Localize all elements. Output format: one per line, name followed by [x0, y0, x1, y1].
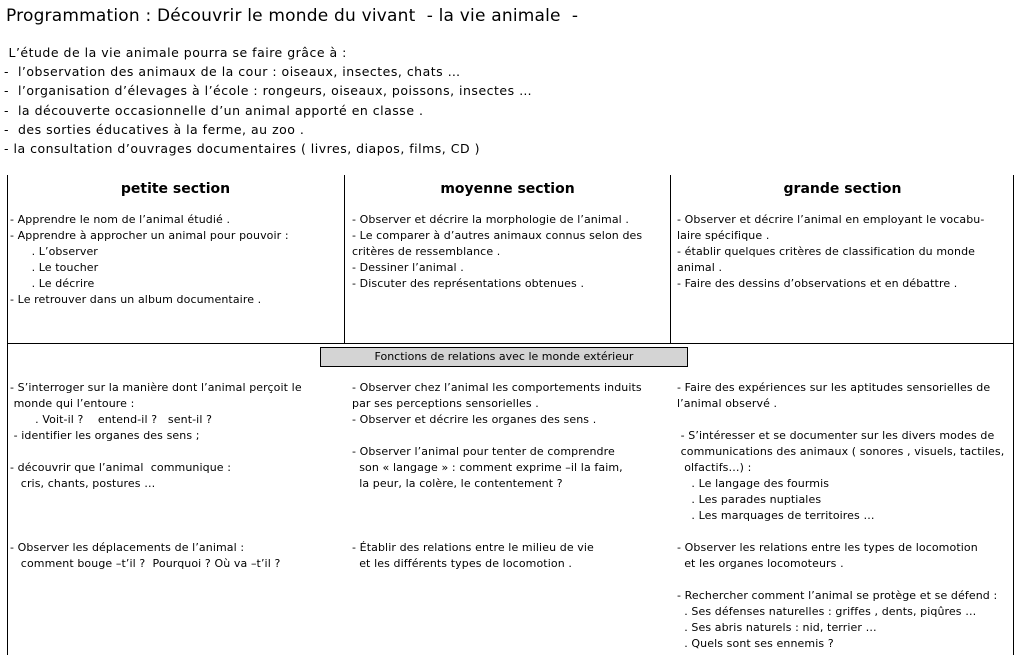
cell-line: la peur, la colère, le contentement ? [352, 477, 563, 490]
cell-line: . Quels sont ses ennemis ? [677, 637, 834, 650]
spacer [10, 444, 302, 460]
spacer [677, 572, 1004, 588]
table-border-left [7, 175, 8, 655]
intro-line: - l’observation des animaux de la cour : oiseaux, insectes, chats … [4, 64, 461, 80]
cell-line: animal . [677, 261, 723, 274]
cell-line: - Observer les déplacements de l’animal : [10, 541, 245, 554]
cell-line: - Observer les relations entre les types de locomotion [677, 541, 978, 554]
page-title: Programmation : Découvrir le monde du vivant - la vie animale - [6, 6, 579, 26]
cell-line: . Le langage des fourmis [677, 477, 830, 490]
cell-line: monde qui l’entoure : [10, 397, 135, 410]
spacer [352, 428, 642, 444]
spacer [10, 492, 302, 508]
row-divider [7, 343, 1014, 344]
cell-line: communications des animaux ( sonores , visuels, tactiles, [677, 445, 1005, 458]
cell-line: l’animal observé . [677, 397, 778, 410]
cell-line: - identifier les organes des sens ; [10, 429, 200, 442]
intro-line: - la découverte occasionnelle d’un animal apporté en classe . [4, 102, 424, 118]
header-grande-section: grande section [783, 181, 902, 197]
cell-line: - Observer et décrire les organes des sens . [352, 413, 597, 426]
programme-table [7, 175, 1014, 655]
cell-line: - Observer et décrire l’animal en employant le vocabu- [677, 213, 985, 226]
cell-line: - Faire des dessins d’observations et en débattre . [677, 277, 958, 290]
cell-line: - Faire des expériences sur les aptitudes sensorielles de [677, 381, 991, 394]
cell-line: - Dessiner l’animal . [352, 261, 464, 274]
cell-line: - S’intéresser et se documenter sur les divers modes de [677, 429, 995, 442]
cell-line: - Observer l’animal pour tenter de comprendre [352, 445, 615, 458]
column-divider [344, 175, 345, 343]
cell-line: - Rechercher comment l’animal se protège et se défend : [677, 589, 998, 602]
cell-line: et les différents types de locomotion . [352, 557, 572, 570]
cell-line: . Ses abris naturels : nid, terrier … [677, 621, 877, 634]
header-petite-section: petite section [120, 181, 231, 197]
cell-line: - établir quelques critères de classification du monde [677, 245, 976, 258]
intro-line: - des sorties éducatives à la ferme, au zoo . [4, 121, 305, 137]
cell-line: - Apprendre à approcher un animal pour pouvoir : [10, 229, 289, 242]
intro-list [4, 43, 532, 158]
cell-line: - Établir des relations entre le milieu de vie [352, 541, 594, 554]
row2-petite-cell [10, 380, 302, 572]
cell-line: par ses perceptions sensorielles . [352, 397, 539, 410]
row2-moyenne-cell [352, 380, 642, 572]
cell-line: . Le décrire [10, 277, 95, 290]
spacer [10, 508, 302, 524]
row1-moyenne-cell [352, 212, 642, 292]
column-divider [670, 175, 671, 343]
spacer [677, 524, 1004, 540]
cell-line: olfactifs…) : [677, 461, 752, 474]
row1-petite-cell [10, 212, 289, 308]
cell-line: . Les marquages de territoires … [677, 509, 875, 522]
intro-line: - la consultation d’ouvrages documentaires ( livres, diapos, films, CD ) [4, 141, 480, 157]
cell-line: - Observer et décrire la morphologie de l’animal . [352, 213, 630, 226]
cell-line: . Le toucher [10, 261, 99, 274]
cell-line: cris, chants, postures … [10, 477, 156, 490]
cell-line: - Le comparer à d’autres animaux connus selon des [352, 229, 643, 242]
cell-line: - Observer chez l’animal les comportements induits [352, 381, 642, 394]
spacer [352, 508, 642, 524]
intro-line: L’étude de la vie animale pourra se faire grâce à : [4, 45, 347, 60]
cell-line: critères de ressemblance . [352, 245, 501, 258]
cell-line: - Apprendre le nom de l’animal étudié . [10, 213, 231, 226]
spacer [677, 412, 1004, 428]
cell-line: . Voit-il ? entend-il ? sent-il ? [10, 413, 213, 426]
cell-line: . Ses défenses naturelles : griffes , dents, piqûres … [677, 605, 977, 618]
cell-line: laire spécifique . [677, 229, 770, 242]
cell-line: son « langage » : comment exprime –il la faim, [352, 461, 623, 474]
row2-grande-cell [677, 380, 1004, 652]
cell-line: - S’interroger sur la manière dont l’animal perçoit le [10, 381, 302, 394]
cell-line: - Le retrouver dans un album documentaire . [10, 293, 262, 306]
relations-band: Fonctions de relations avec le monde extérieur [320, 347, 688, 367]
spacer [10, 524, 302, 540]
row1-grande-cell [677, 212, 984, 292]
cell-line: - découvrir que l’animal communique : [10, 461, 232, 474]
cell-line: . L’observer [10, 245, 98, 258]
cell-line: . Les parades nuptiales [677, 493, 822, 506]
header-moyenne-section: moyenne section [440, 181, 575, 197]
cell-line: comment bouge –t’il ? Pourquoi ? Où va –t’il ? [10, 557, 281, 570]
spacer [352, 524, 642, 540]
cell-line: et les organes locomoteurs . [677, 557, 844, 570]
intro-line: - l’organisation d’élevages à l’école : rongeurs, oiseaux, poissons, insectes … [4, 83, 533, 99]
cell-line: - Discuter des représentations obtenues . [352, 277, 585, 290]
spacer [352, 492, 642, 508]
table-border-right [1013, 175, 1014, 655]
